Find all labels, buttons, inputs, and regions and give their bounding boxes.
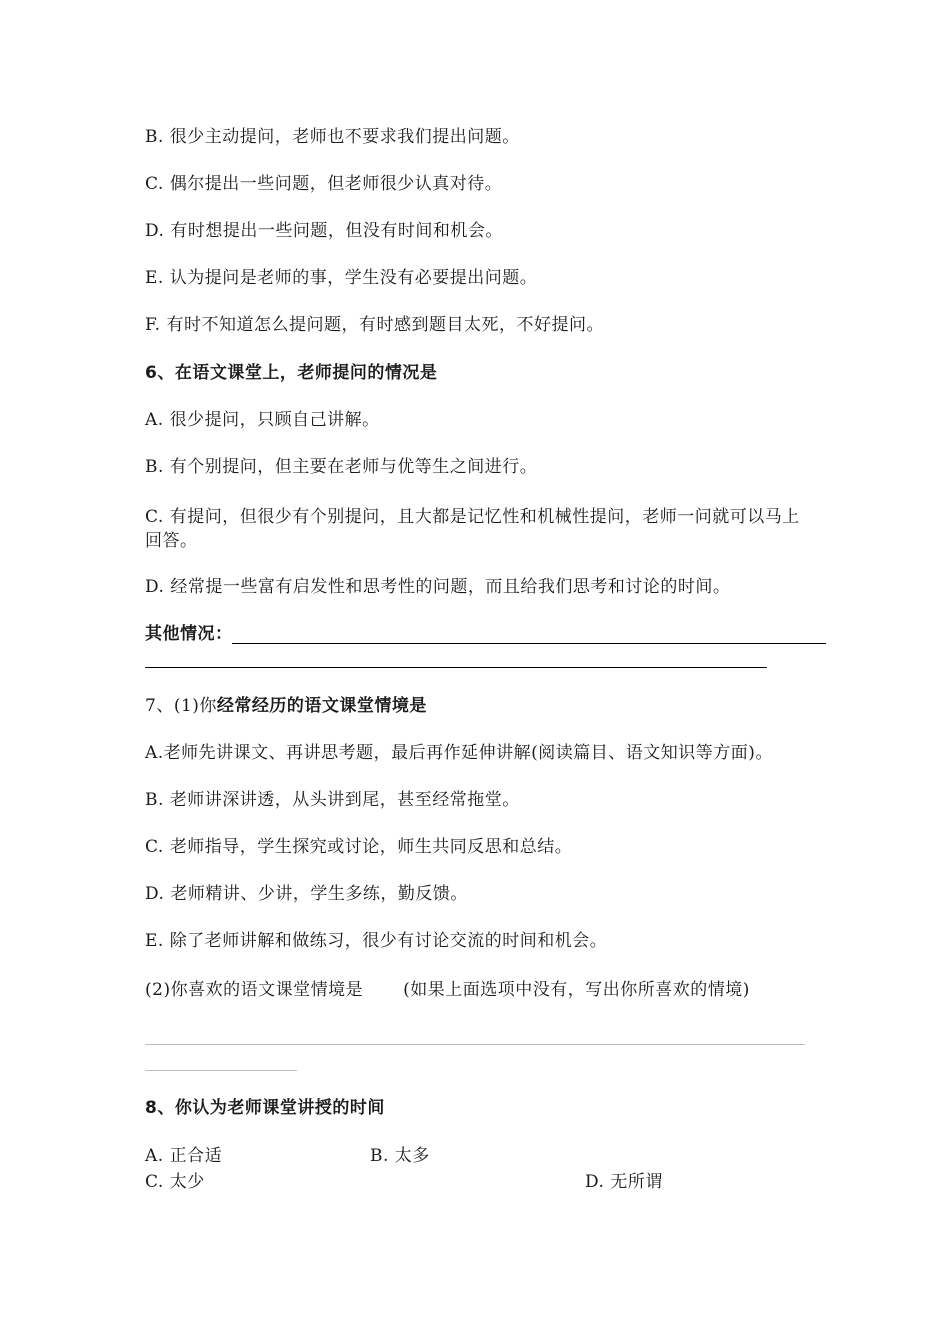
q6-other-label: 其他情况： <box>145 624 233 644</box>
q7-option-c: C. 老师指导，学生探究或讨论，师生共同反思和总结。 <box>145 837 573 857</box>
q5-option-f: F. 有时不知道怎么提问题，有时感到题目太死，不好提问。 <box>145 315 604 335</box>
q5-option-b: B. 很少主动提问，老师也不要求我们提出问题。 <box>145 127 520 147</box>
q6-title: 6、在语文课堂上，老师提问的情况是 <box>145 363 438 383</box>
q8-title: 8、你认为老师课堂讲授的时间 <box>145 1098 385 1118</box>
q7-title-prefix: 7、(1)你 <box>145 696 217 716</box>
q7-option-b: B. 老师讲深讲透，从头讲到尾，甚至经常拖堂。 <box>145 790 520 810</box>
q7-title <box>145 694 427 718</box>
q6-option-c: C. 有提问，但很少有个别提问，且大都是记忆性和机械性提问，老师一问就可以马上回答。 <box>145 507 800 551</box>
q6-option-b: B. 有个别提问，但主要在老师与优等生之间进行。 <box>145 457 538 477</box>
q7-option-d: D. 老师精讲、少讲，学生多练，勤反馈。 <box>145 884 468 904</box>
q5-option-e: E. 认为提问是老师的事，学生没有必要提出问题。 <box>145 268 538 288</box>
q7-sub2-answer-line-1[interactable] <box>145 1044 805 1045</box>
q7-option-a: A.老师先讲课文、再讲思考题，最后再作延伸讲解(阅读篇目、语文知识等方面)。 <box>145 743 773 763</box>
q7-sub2 <box>145 978 750 1002</box>
q5-option-d: D. 有时想提出一些问题，但没有时间和机会。 <box>145 221 503 241</box>
q8-option-a: A. 正合适 <box>145 1146 223 1166</box>
q8-option-d: D. 无所谓 <box>585 1172 663 1192</box>
q7-sub2-question: (2)你喜欢的语文课堂情境是 <box>145 980 364 1000</box>
q8-option-b: B. 太多 <box>370 1146 430 1166</box>
q6-option-d: D. 经常提一些富有启发性和思考性的问题，而且给我们思考和讨论的时间。 <box>145 577 731 597</box>
q7-title-bold: 经常经历的语文课堂情境是 <box>216 696 427 716</box>
q7-sub2-answer-line-2[interactable] <box>145 1070 297 1071</box>
q6-option-a: A. 很少提问，只顾自己讲解。 <box>145 410 380 430</box>
q5-option-c: C. 偶尔提出一些问题，但老师很少认真对待。 <box>145 174 503 194</box>
q7-option-e: E. 除了老师讲解和做练习，很少有讨论交流的时间和机会。 <box>145 931 608 951</box>
q6-other-answer-line-2[interactable] <box>145 667 767 668</box>
q6-other-answer-line-1[interactable] <box>232 643 826 644</box>
q7-sub2-hint: (如果上面选项中没有，写出你所喜欢的情境) <box>403 980 750 1000</box>
q8-option-c: C. 太少 <box>145 1172 205 1192</box>
